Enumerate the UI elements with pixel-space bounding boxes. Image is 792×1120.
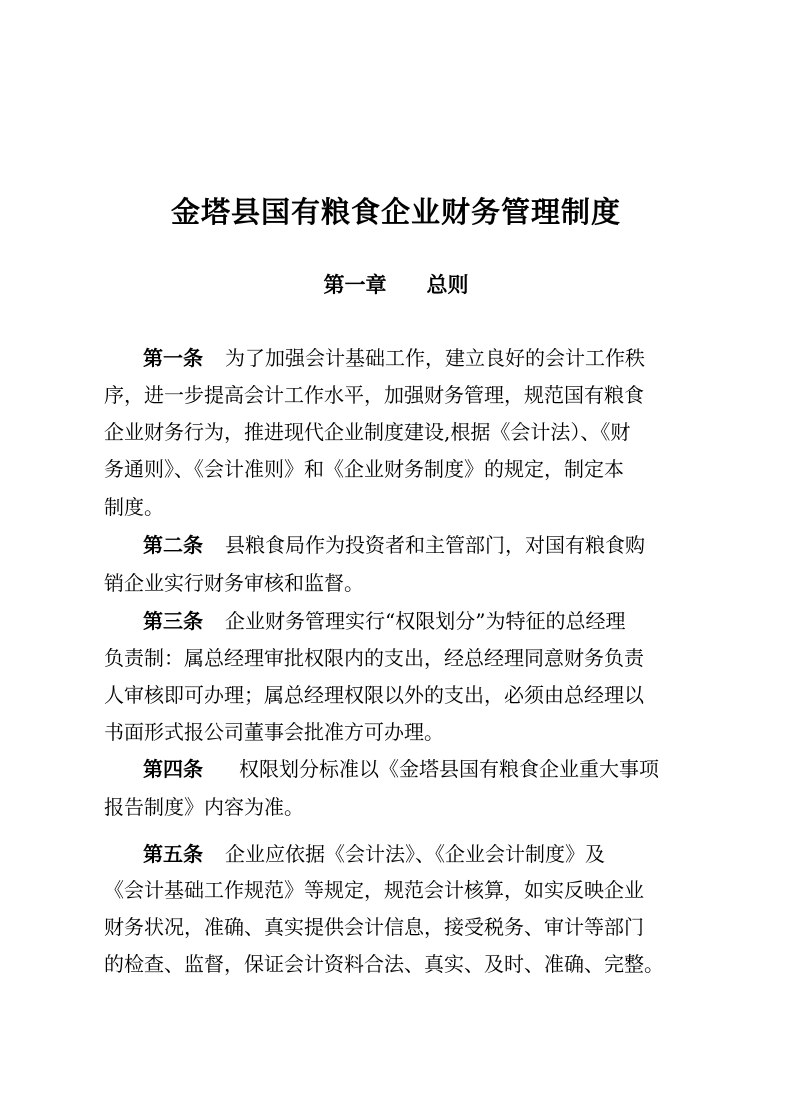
article-1-line-1 [143, 341, 743, 375]
article-2-line-1 [143, 528, 743, 562]
article-5-line-3: 财务状况，准确、真实提供会计信息，接受税务、审计等部门 [104, 915, 644, 939]
article-5-number: 第五条 [143, 842, 203, 866]
article-4-line-1 [143, 752, 743, 786]
article-4-text: 权限划分标准以《金塔县国有粮食企业重大事项 [239, 757, 659, 781]
article-1-number: 第一条 [143, 346, 203, 370]
article-5-text: 企业应依据《会计法》、《企业会计制度》及 [225, 842, 605, 866]
article-1-text: 为了加强会计基础工作，建立良好的会计工作秩 [225, 346, 645, 370]
article-3-text: 企业财务管理实行“权限划分”为特征的总经理 [225, 609, 626, 633]
article-3-line-3: 人审核即可办理；属总经理权限以外的支出，必须由总经理以 [104, 683, 644, 707]
article-3-line-2: 负责制：属总经理审批权限内的支出，经总经理同意财务负责 [104, 646, 644, 670]
article-2-number: 第二条 [143, 533, 203, 557]
article-3-line-1 [143, 604, 743, 638]
article-5-line-2: 《会计基础工作规范》等规定，规范会计核算，如实反映企业 [104, 878, 644, 902]
article-4-number: 第四条 [143, 757, 203, 781]
article-5-line-1 [143, 837, 743, 871]
article-5-line-4: 的检查、监督，保证会计资料合法、真实、及时、准确、完整。 [104, 952, 664, 976]
chapter-number: 第一章 [323, 273, 387, 297]
article-2-text: 县粮食局作为投资者和主管部门，对国有粮食购 [225, 533, 645, 557]
chapter-heading [0, 269, 792, 299]
article-1-line-3: 企业财务行为，推进现代企业制度建设,根据《会计法）、《财 [104, 420, 631, 444]
article-3-line-4: 书面形式报公司董事会批准方可办理。 [104, 720, 444, 744]
article-3-number: 第三条 [143, 609, 203, 633]
chapter-name: 总则 [426, 273, 469, 297]
article-1-line-2: 序，进一步提高会计工作水平，加强财务管理，规范国有粮食 [104, 383, 644, 407]
article-4-line-2: 报告制度》内容为准。 [104, 795, 304, 819]
article-2-line-2: 销企业实行财务审核和监督。 [104, 571, 364, 595]
article-1-line-4: 务通则》、《会计准则》和《企业财务制度》的规定，制定本 [104, 457, 624, 481]
document-title: 金塔县国有粮食企业财务管理制度 [170, 195, 621, 229]
article-1-line-5: 制度。 [104, 495, 164, 519]
